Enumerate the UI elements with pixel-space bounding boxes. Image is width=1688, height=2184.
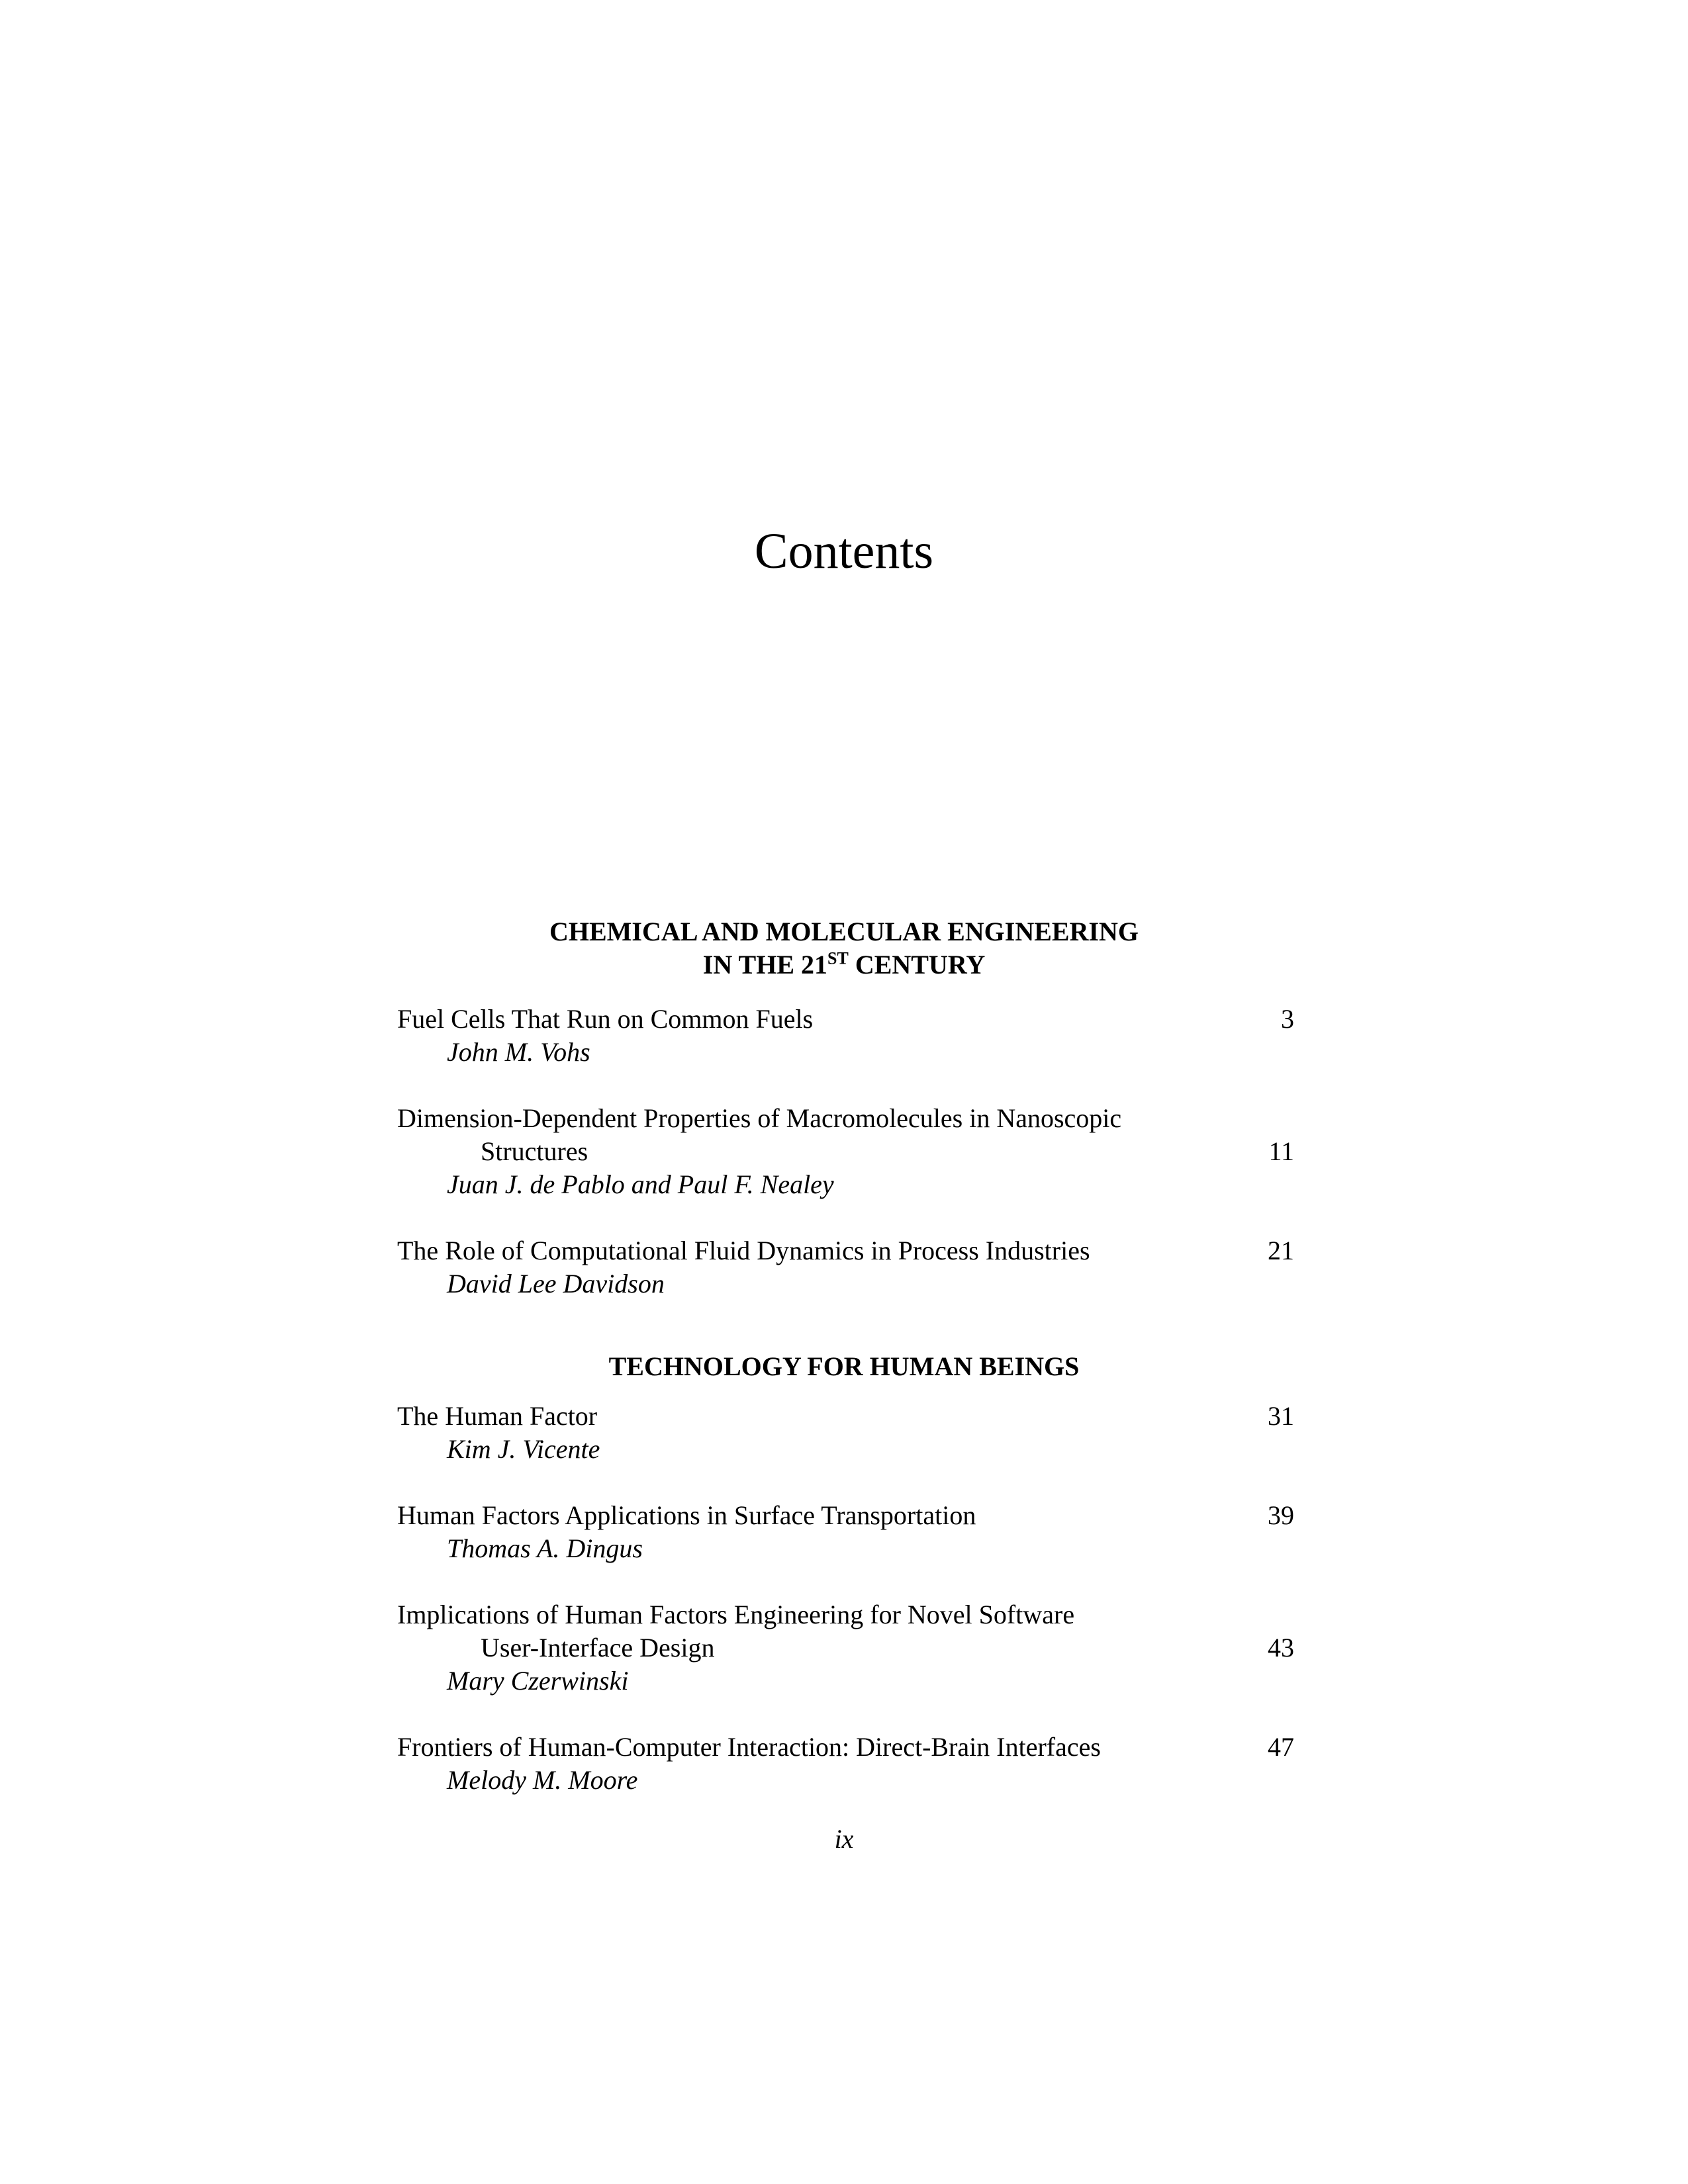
- toc-entry-surface-transportation[interactable]: [397, 1499, 1294, 1565]
- section-heading-line-2-suffix: CENTURY: [848, 950, 986, 979]
- page-folio: ix: [834, 1824, 854, 1854]
- toc-entry-page-number: 43: [1268, 1633, 1294, 1662]
- toc-entry-title-line-1: Implications of Human Factors Engineering for Novel Software: [397, 1600, 1075, 1629]
- toc-entry-author: Mary Czerwinski: [447, 1666, 629, 1696]
- section-heading-line-1: CHEMICAL AND MOLECULAR ENGINEERING: [549, 917, 1139, 946]
- section-heading-line-2-text: IN THE 21: [702, 950, 827, 979]
- toc-entry-author: Juan J. de Pablo and Paul F. Nealey: [447, 1169, 834, 1199]
- toc-entry-row: [397, 1499, 1294, 1532]
- toc-entry-page-number: 11: [1268, 1136, 1294, 1166]
- toc-entry-author: Melody M. Moore: [447, 1765, 638, 1795]
- toc-entry-computational-fluid-dynamics[interactable]: [397, 1234, 1294, 1300]
- toc-entry-title-line-1: Dimension-Dependent Properties of Macromolecules in Nanoscopic: [397, 1103, 1122, 1133]
- toc-entry-fuel-cells[interactable]: [397, 1003, 1294, 1069]
- toc-entry-title-line-2: Structures: [481, 1136, 588, 1166]
- toc-entry-row: [397, 1400, 1294, 1433]
- section-heading-line-1: TECHNOLOGY FOR HUMAN BEINGS: [608, 1351, 1080, 1381]
- toc-entry-title: Frontiers of Human-Computer Interaction: Direct-Brain Interfaces: [397, 1732, 1101, 1762]
- toc-entry-novel-software-ui-design[interactable]: [397, 1598, 1294, 1698]
- toc-entry-row: [397, 1003, 1294, 1036]
- toc-entry-author: John M. Vohs: [447, 1037, 590, 1067]
- toc-entry-row: [397, 1631, 1294, 1664]
- section-heading-chemical-molecular-engineering: [397, 915, 1291, 981]
- toc-entry-title: Fuel Cells That Run on Common Fuels: [397, 1004, 814, 1034]
- toc-entry-row: [397, 1731, 1294, 1764]
- toc-entry-author: David Lee Davidson: [447, 1269, 665, 1298]
- toc-entry-page-number: 39: [1268, 1500, 1294, 1530]
- section-heading-superscript: ST: [827, 948, 849, 968]
- toc-entry-direct-brain-interfaces[interactable]: [397, 1731, 1294, 1797]
- toc-entry-author: Kim J. Vicente: [447, 1434, 600, 1464]
- page-title: Contents: [754, 523, 934, 579]
- toc-entry-the-human-factor[interactable]: [397, 1400, 1294, 1466]
- toc-entry-title-line-2: User-Interface Design: [481, 1633, 715, 1662]
- toc-entry-dimension-dependent-properties[interactable]: [397, 1102, 1294, 1201]
- toc-entry-page-number: 21: [1268, 1236, 1294, 1265]
- section-heading-line-2: [397, 948, 1291, 981]
- toc-entry-row: [397, 1135, 1294, 1168]
- toc-entry-author: Thomas A. Dingus: [447, 1533, 643, 1563]
- toc-entry-page-number: 31: [1268, 1401, 1294, 1431]
- toc-entry-title: The Human Factor: [397, 1401, 598, 1431]
- toc-entry-page-number: 47: [1268, 1732, 1294, 1762]
- section-heading-technology-for-human-beings: [397, 1350, 1291, 1383]
- toc-entry-title: The Role of Computational Fluid Dynamics in Process Industries: [397, 1236, 1090, 1265]
- toc-entry-row: [397, 1234, 1294, 1267]
- toc-entry-title: Human Factors Applications in Surface Transportation: [397, 1500, 976, 1530]
- toc-entry-page-number: 3: [1281, 1004, 1294, 1034]
